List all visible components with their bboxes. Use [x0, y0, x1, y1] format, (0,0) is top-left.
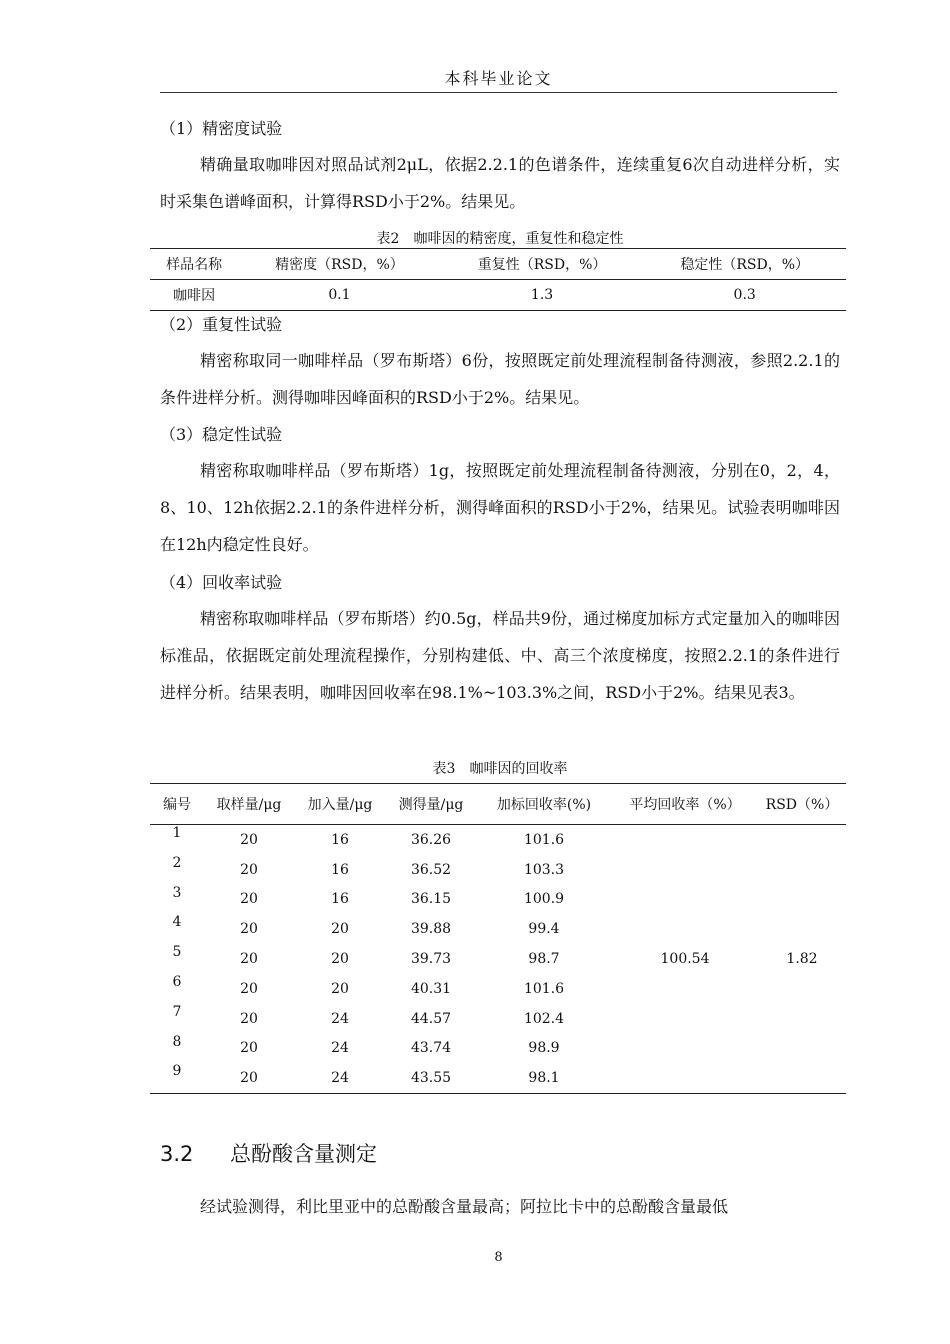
para-repeatability: 精密称取同一咖啡样品（罗布斯塔）6份，按照既定前处理流程制备待测液，参照2.2.1的条件进样分析。测得咖啡因峰面积的RSD小于2%。结果见。	[160, 351, 840, 407]
table3-cell: 100.9	[523, 891, 565, 908]
table3-header: 加入量/μg	[294, 784, 386, 825]
table2-cell: 0.1	[328, 287, 351, 303]
table3-cell: 43.74	[410, 1040, 452, 1057]
page-number: 8	[494, 1250, 503, 1265]
para-precision: 精确量取咖啡因对照品试剂2μL，依据2.2.1的色谱条件，连续重复6次自动进样分析，实时采集色谱峰面积，计算得RSD小于2%。结果见。	[160, 155, 840, 211]
table3-cell: 99.4	[528, 921, 560, 938]
table3-cell: 20	[240, 980, 258, 997]
table3-cell: 7	[172, 1003, 182, 1020]
table3-cell: 4	[172, 914, 182, 931]
table3-cell: 103.3	[523, 861, 565, 878]
table3	[150, 783, 846, 1094]
table3-header: 编号	[150, 784, 204, 825]
table3-cell: 24	[331, 1040, 349, 1057]
table3-cell: 20	[240, 1070, 258, 1087]
heading-repeatability: （2）重复性试验	[160, 315, 283, 334]
table3-cell: 39.88	[410, 921, 452, 938]
heading-precision: （1）精密度试验	[160, 119, 283, 138]
table3-cell: 8	[172, 1033, 182, 1050]
table3-cell: 24	[331, 1010, 349, 1027]
table3-cell: 98.9	[528, 1040, 560, 1057]
table3-cell: 98.1	[528, 1070, 560, 1087]
table3-cell: 16	[331, 831, 349, 848]
table3-cell: 20	[331, 921, 349, 938]
table3-cell: 2	[172, 854, 182, 871]
table3-cell: 16	[331, 861, 349, 878]
table2-header: 稳定性（RSD，%）	[643, 249, 846, 280]
table3-cell: 101.6	[523, 831, 565, 848]
table3-cell: 16	[331, 891, 349, 908]
table3-header: 加标回收率(%)	[476, 784, 612, 825]
section-number: 3.2	[160, 1142, 194, 1166]
table2	[150, 248, 846, 311]
table3-rsd: 1.82	[786, 951, 818, 968]
table3-cell: 3	[172, 884, 182, 901]
header-rule	[160, 92, 837, 93]
table3-cell: 44.57	[410, 1010, 452, 1027]
para-phenolic: 经试验测得，利比里亚中的总酚酸含量最高；阿拉比卡中的总酚酸含量最低	[200, 1197, 729, 1216]
table3-cell: 5	[172, 944, 182, 961]
table3-cell: 40.31	[410, 980, 452, 997]
table3-cell: 36.15	[410, 891, 452, 908]
table2-caption: 表2 咖啡因的精密度，重复性和稳定性	[376, 231, 624, 247]
section-heading	[160, 1138, 377, 1168]
table2-cell: 1.3	[530, 287, 554, 303]
table2-header-row	[150, 249, 846, 280]
table3-cell: 101.6	[523, 980, 565, 997]
table3-cell: 20	[331, 980, 349, 997]
table3-cell: 36.52	[410, 861, 452, 878]
table3-header: 取样量/μg	[204, 784, 294, 825]
table2-header: 精密度（RSD，%）	[238, 249, 441, 280]
table3-avg-recovery: 100.54	[660, 951, 710, 968]
table3-cell: 102.4	[523, 1010, 565, 1027]
table3-cell: 20	[240, 1010, 258, 1027]
table3-header-row	[150, 784, 846, 825]
table3-cell: 1	[172, 825, 182, 841]
table2-cell: 0.3	[733, 287, 756, 303]
table3-cell: 20	[240, 861, 258, 878]
table3-cell: 36.26	[410, 831, 452, 848]
table2-header: 样品名称	[150, 249, 238, 280]
table3-cell: 20	[240, 1040, 258, 1057]
table3-cell: 20	[331, 951, 349, 968]
table-row	[150, 825, 846, 855]
table3-cell: 20	[240, 951, 258, 968]
table2-header: 重复性（RSD，%）	[441, 249, 644, 280]
table3-cell: 24	[331, 1070, 349, 1087]
table3-cell: 20	[240, 891, 258, 908]
table3-cell: 43.55	[410, 1070, 452, 1087]
table3-header: 平均回收率（%）	[612, 784, 758, 825]
table3-caption: 表3 咖啡因的回收率	[432, 761, 568, 777]
para-recovery: 精密称取咖啡样品（罗布斯塔）约0.5g，样品共9份，通过梯度加标方式定量加入的咖啡因标准品，依据既定前处理流程操作，分别构建低、中、高三个浓度梯度，按照2.2.1的条件进行进样分析。结果表明，咖啡因回收率在98.1%~103.3%之间，RSD小于2%。结果见表3。	[160, 609, 840, 702]
table3-header: RSD（%）	[758, 784, 846, 825]
table3-cell: 9	[172, 1063, 182, 1080]
heading-stability: （3）稳定性试验	[160, 425, 283, 444]
table2-cell: 咖啡因	[173, 288, 216, 304]
heading-recovery: （4）回收率试验	[160, 573, 283, 592]
table3-cell: 6	[172, 973, 182, 990]
table3-cell: 20	[240, 831, 258, 848]
table3-header: 测得量/μg	[386, 784, 476, 825]
para-stability: 精密称取咖啡样品（罗布斯塔）1g，按照既定前处理流程制备待测液，分别在0，2，4，8、10、12h依据2.2.1的条件进样分析，测得峰面积的RSD小于2%，结果见。试验表明咖啡因在12h内稳定性良好。	[160, 461, 840, 554]
table3-cell: 98.7	[528, 951, 560, 968]
running-header: 本科毕业论文	[444, 69, 553, 88]
table3-cell: 39.73	[410, 951, 452, 968]
table3-cell: 20	[240, 921, 258, 938]
section-title: 总酚酸含量测定	[230, 1142, 377, 1166]
